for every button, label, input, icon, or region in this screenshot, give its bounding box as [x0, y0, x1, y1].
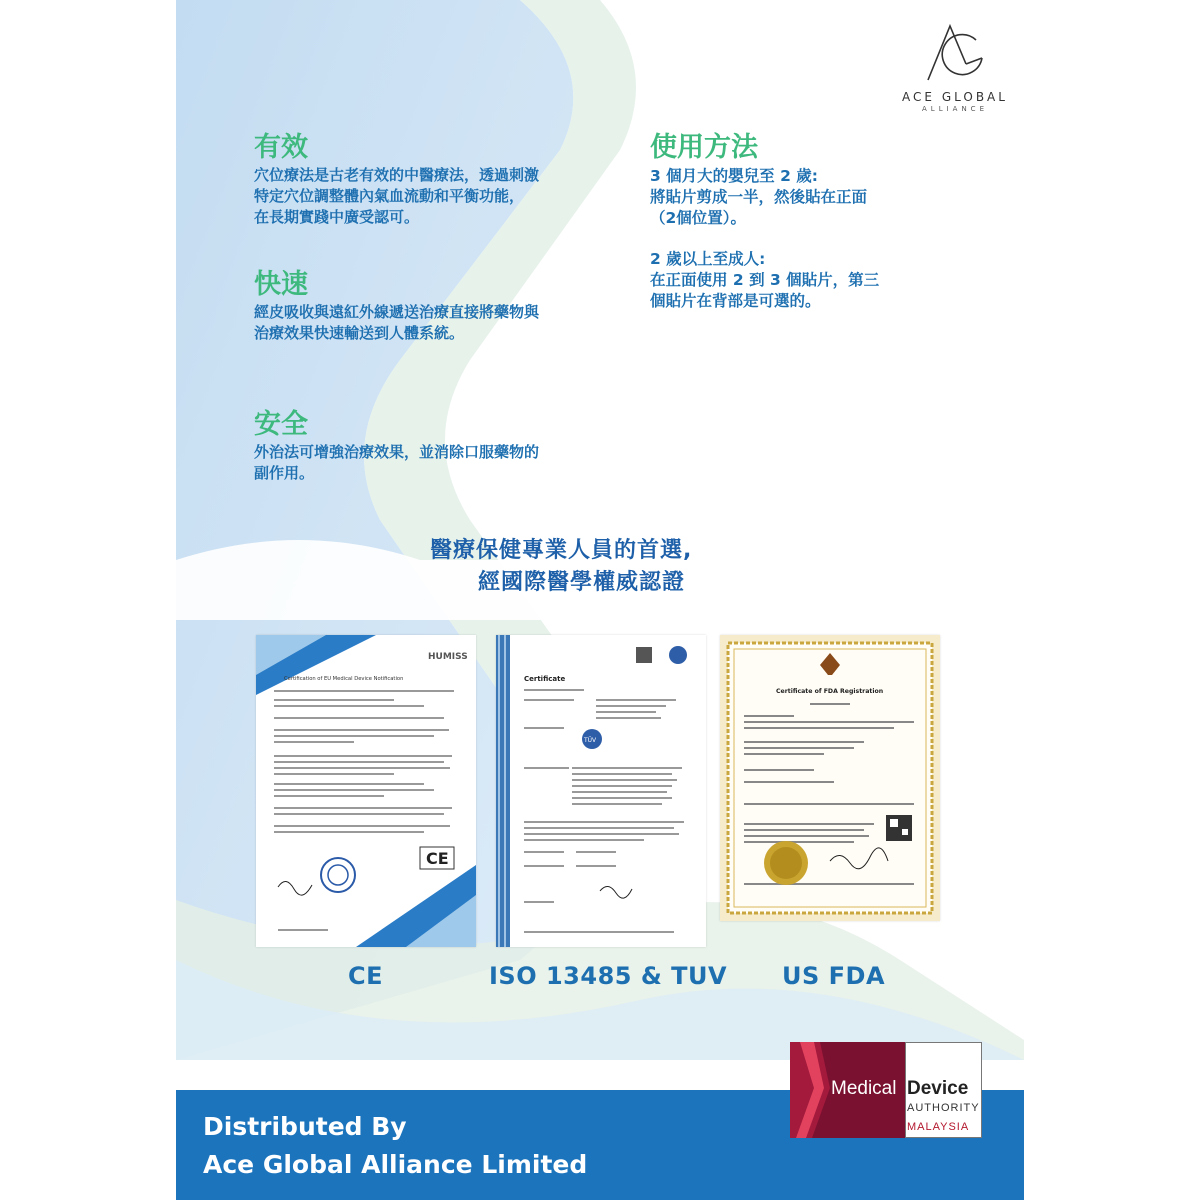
- ce-label: CE: [348, 962, 384, 990]
- headline-line-2: 經國際醫學權威認證: [478, 570, 686, 595]
- ce-doc-title: Certification of EU Medical Device Notification: [284, 676, 404, 682]
- mda-authority-text: AUTHORITY: [907, 1102, 980, 1114]
- brand-logo: [890, 18, 1020, 113]
- feature-title: 快速: [254, 269, 308, 300]
- footer-line-1: Distributed By: [203, 1112, 407, 1141]
- iso-doc-title: Certificate: [524, 675, 566, 683]
- ag-monogram-icon: [920, 18, 990, 88]
- feature-text: 外治法可增強治療效果，並消除口服藥物的 副作用。: [254, 443, 540, 482]
- ce-certificate-image: [256, 635, 476, 947]
- ce-mark: CE: [426, 849, 449, 868]
- feature-text: 經皮吸收與遠紅外線遞送治療直接將藥物與 治療效果快速輸送到人體系統。: [254, 303, 540, 342]
- feature-text: 穴位療法是古老有效的中醫療法，透過刺激 特定穴位調整體內氣血流動和平衡功能， 在長期實踐中廣受認可。: [254, 166, 540, 226]
- humiss-brand: HUMISS: [428, 652, 468, 662]
- fda-doc-title: Certificate of FDA Registration: [776, 688, 884, 695]
- usage-section: [650, 132, 950, 312]
- tuv-mark: TÜV: [584, 737, 597, 744]
- certification-headline: [430, 535, 750, 599]
- iso-tuv-certificate-image: [496, 635, 706, 947]
- brand-subname: ALLIANCE: [922, 105, 988, 113]
- fda-certificate-image: [720, 635, 940, 921]
- usage-group-infant: 3 個月大的嬰兒至 2 歲: 將貼片剪成一半，然後貼在正面 （2個位置）。: [650, 167, 868, 227]
- mda-medical-text: Medical: [831, 1078, 897, 1099]
- mda-malaysia-text: MALAYSIA: [907, 1121, 970, 1133]
- feature-fast: [254, 270, 614, 344]
- feature-effective: [254, 133, 614, 228]
- brand-name: ACE GLOBAL: [902, 90, 1008, 104]
- usage-title: 使用方法: [650, 132, 758, 163]
- footer-line-2: Ace Global Alliance Limited: [203, 1150, 588, 1179]
- feature-safe: [254, 410, 614, 484]
- feature-title: 安全: [254, 409, 308, 440]
- us-fda-label: US FDA: [782, 962, 886, 990]
- usage-group-adult: 2 歲以上至成人: 在正面使用 2 到 3 個貼片，第三 個貼片在背部是可選的。: [650, 250, 880, 310]
- feature-title: 有效: [254, 132, 308, 163]
- iso-tuv-label: ISO 13485 & TUV: [489, 962, 728, 990]
- headline-line-1: 醫療保健專業人員的首選,: [430, 538, 693, 563]
- mda-device-text: Device: [907, 1078, 969, 1099]
